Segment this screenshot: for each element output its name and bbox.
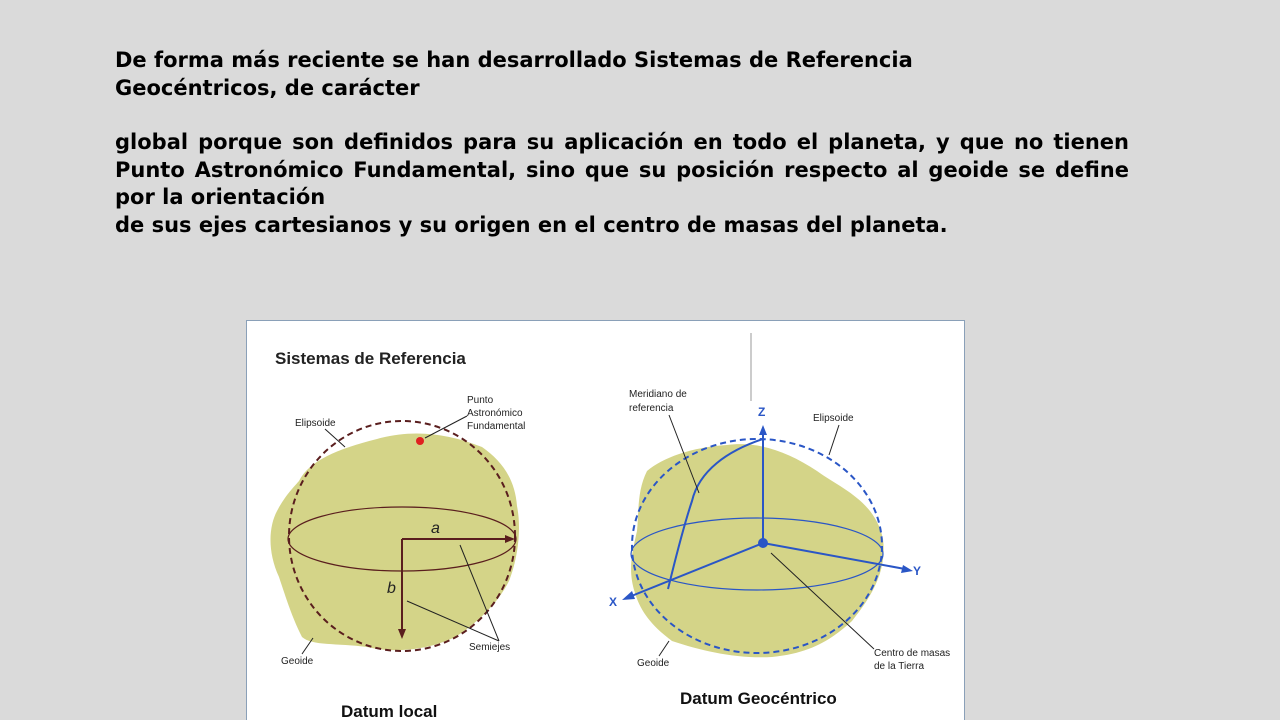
axis-x-label: X xyxy=(609,595,618,609)
fundamental-point-marker xyxy=(416,437,424,445)
local-geoid-pointer xyxy=(302,638,313,654)
heading-line-2: Geocéntricos, de carácter xyxy=(115,75,420,100)
axis-a-label: a xyxy=(431,520,440,537)
axis-y-label: Y xyxy=(913,564,922,578)
datum-local-caption: Datum local xyxy=(341,702,438,720)
geo-geoid-pointer xyxy=(659,641,669,656)
point-label-3: Fundamental xyxy=(467,421,526,432)
body-paragraph: global porque son definidos para su aplicación en todo el planeta, y que no tienen Punto Astronómico Fundamental, sino que su posición respecto al geoide se define por la orientación xyxy=(115,130,1129,209)
body-last-line: de sus ejes cartesianos y su origen en el centro de masas del planeta. xyxy=(115,212,948,237)
local-geoid-label: Geoide xyxy=(281,656,314,667)
center-label-1: Centro de masas xyxy=(874,648,951,659)
z-axis-arrow xyxy=(759,425,767,435)
figure-title: Sistemas de Referencia xyxy=(275,349,466,368)
local-ellipsoid-label: Elipsoide xyxy=(295,418,336,429)
heading-line-1: De forma más reciente se han desarrollado Sistemas de Referencia xyxy=(115,48,913,72)
center-of-mass-marker xyxy=(758,538,768,548)
meridian-label-2: referencia xyxy=(629,403,674,414)
geo-geoid-label: Geoide xyxy=(637,658,670,669)
meridian-label-1: Meridiano de xyxy=(629,389,687,400)
axis-z-label: Z xyxy=(758,405,766,419)
geo-ellipsoid-label: Elipsoide xyxy=(813,413,854,424)
x-axis-arrow xyxy=(622,591,635,600)
reference-systems-figure xyxy=(246,320,965,720)
geo-geoid-shape xyxy=(631,444,884,657)
point-label-2: Astronómico xyxy=(467,408,523,419)
semiaxes-label: Semiejes xyxy=(469,642,511,653)
datum-geocentric-diagram xyxy=(609,389,950,708)
axis-b-label: b xyxy=(387,580,396,597)
y-axis-arrow xyxy=(901,565,913,573)
datum-local-diagram xyxy=(271,395,526,720)
datum-geocentric-caption: Datum Geocéntrico xyxy=(680,689,837,708)
point-pointer xyxy=(425,416,467,438)
point-label-1: Punto xyxy=(467,395,494,406)
geo-ellipsoid-pointer xyxy=(829,425,839,455)
slide-text xyxy=(115,47,1129,239)
paragraph-gap xyxy=(115,102,1129,129)
figure-svg xyxy=(247,321,965,720)
center-label-2: de la Tierra xyxy=(874,661,925,672)
